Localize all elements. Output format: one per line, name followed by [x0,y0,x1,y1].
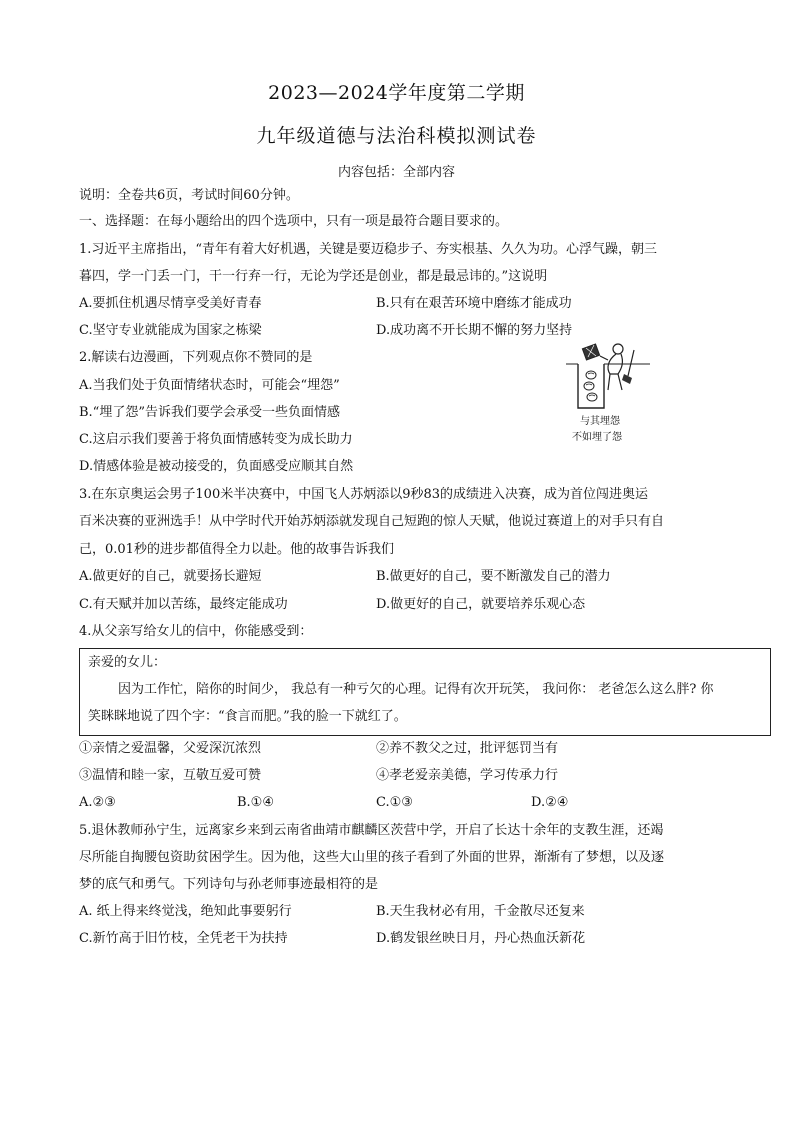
q4-statement-2: ②养不教父之过，批评惩罚当有 [376,741,559,756]
q3-option-c: C.有天赋并加以苦练，最终定能成功 [79,597,288,612]
q5-stem-line3: 梦的底气和勇气。下列诗句与孙老师事迹最相符的是 [79,877,379,892]
section-heading: 一、选择题：在每小题给出的四个选项中，只有一项是最符合题目要求的。 [79,214,509,229]
q1-option-a: A.要抓住机遇尽情享受美好青春 [79,296,262,311]
q5-stem-line1: 5.退休教师孙宁生，远离家乡来到云南省曲靖市麒麟区茨营中学，开启了长达十余年的支教生涯，还竭 [79,823,664,838]
cartoon-caption-line2: 不如埋了怨 [572,432,622,443]
q4-option-c: C.①③ [376,795,413,810]
q5-stem-line2: 尽所能自掏腰包资助贫困学生。因为他，这些大山里的孩子看到了外面的世界，渐渐有了梦想，以及逐 [79,850,665,865]
q3-stem-line1: 3.在东京奥运会男子100米半决赛中，中国飞人苏炳添以9秒83的成绩进入决赛，成为首位闯进奥运 [79,487,649,502]
q1-option-d: D.成功离不开长期不懈的努力坚持 [376,323,573,338]
q4-statement-4: ④孝老爱亲美德，学习传承力行 [376,768,559,783]
q2-option-c: C.这启示我们要善于将负面情感转变为成长助力 [79,432,353,447]
q2-option-b: B.“埋了怨”告诉我们要学会承受一些负面情感 [79,405,340,420]
q5-option-a: A. 纸上得来终觉浅，绝知此事要躬行 [79,904,292,919]
letter-line1: 因为工作忙，陪你的时间少， 我总有一种亏欠的心理。记得有次开玩笑， 我问你： 老爸怎么这么胖? 你 [118,682,714,697]
q1-stem-line1: 1.习近平主席指出，“青年有着大好机遇，关键是要迈稳步子、夯实根基、久久为功。心浮气躁，朝三 [79,242,658,257]
q1-option-c: C.坚守专业就能成为国家之栋梁 [79,323,262,338]
exam-title-term: 2023—2024学年度第二学期 [268,82,525,104]
q5-option-c: C.新竹高于旧竹枝，全凭老干为扶持 [79,931,288,946]
q4-statement-1: ①亲情之爱温馨，父爱深沉浓烈 [79,741,262,756]
cartoon-illustration [558,340,658,452]
exam-instructions: 说明：全卷共6页，考试时间60分钟。 [79,188,299,203]
q2-option-a: A.当我们处于负面情绪状态时，可能会“埋怨” [79,378,340,393]
exam-scope: 内容包括：全部内容 [337,165,455,180]
letter-greeting: 亲爱的女儿： [88,655,167,670]
cartoon-caption-line1: 与其埋怨 [580,416,620,427]
q5-option-b: B.天生我材必有用，千金散尽还复来 [376,904,585,919]
q4-statement-3: ③温情和睦一家，互敬互爱可赞 [79,768,262,783]
q2-stem: 2.解读右边漫画，下列观点你不赞同的是 [79,350,313,365]
q4-option-a: A.②③ [79,795,116,810]
q3-option-d: D.做更好的自己，就要培养乐观心态 [376,597,586,612]
q3-option-a: A.做更好的自己，就要扬长避短 [79,569,262,584]
q1-stem-line2: 暮四，学一门丢一门，干一行弃一行，无论为学还是创业，都是最忌讳的。”这说明 [79,269,548,284]
q4-stem: 4.从父亲写给女儿的信中，你能感受到： [79,624,313,639]
exam-title: 九年级道德与法治科模拟测试卷 [256,125,537,147]
q4-option-b: B.①④ [237,795,274,810]
q1-option-b: B.只有在艰苦环境中磨练才能成功 [376,296,572,311]
letter-line2: 笑眯眯地说了四个字：“食言而肥。”我的脸一下就红了。 [88,709,407,724]
q3-option-b: B.做更好的自己，要不断激发自己的潜力 [376,569,611,584]
q5-option-d: D.鹤发银丝映日月，丹心热血沃新花 [376,931,586,946]
q2-option-d: D.情感体验是被动接受的，负面感受应顺其自然 [79,459,354,474]
q3-stem-line2: 百米决赛的亚洲选手！从中学时代开始苏炳添就发现自己短跑的惊人天赋，他说过赛道上的对手只有自 [79,514,665,529]
q4-option-d: D.②④ [531,795,569,810]
q3-stem-line3: 己，0.01秒的进步都值得全力以赴。他的故事告诉我们 [79,542,394,557]
